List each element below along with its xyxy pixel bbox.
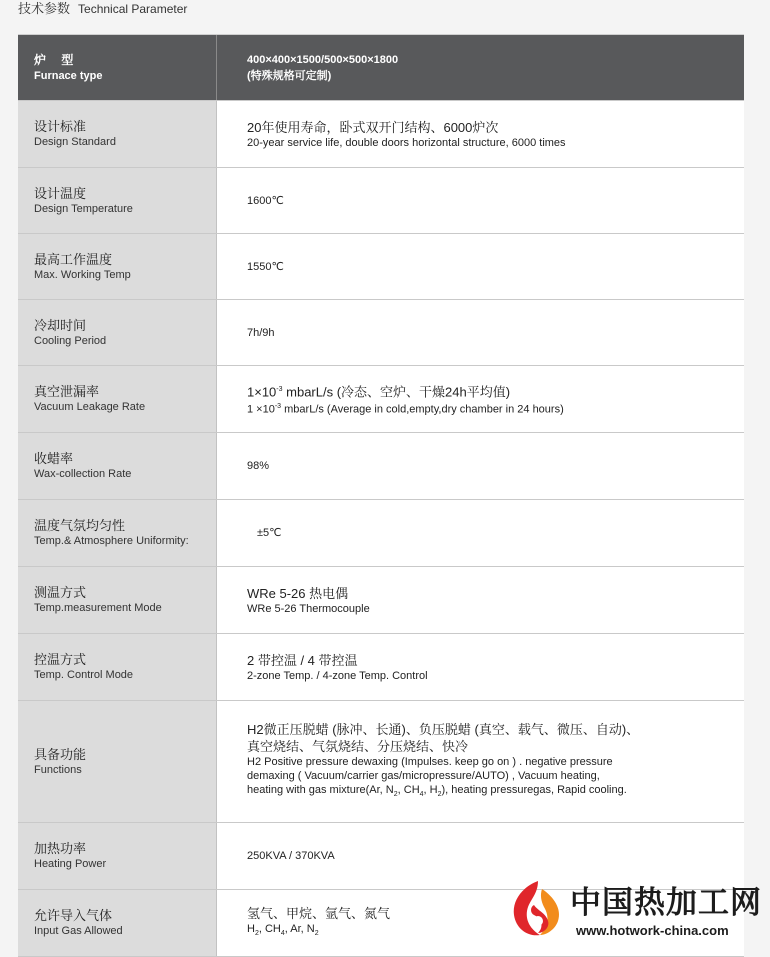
row-value-zh: 真空烧结、气氛烧结、分压烧结、快冷 xyxy=(247,738,469,754)
page-heading xyxy=(18,0,187,18)
value-part: , CH xyxy=(258,922,281,935)
row-label-zh: 设计标准 xyxy=(34,119,87,134)
furnace-size: 400×400×1500/500×500×1800 xyxy=(247,53,399,66)
row-value-en: H2 Positive pressure dewaxing (Impulses. keep go on ) . negative pressure xyxy=(247,755,613,768)
row-value: 98% xyxy=(247,460,270,472)
row-label-cell xyxy=(18,823,217,889)
heading-en: Technical Parameter xyxy=(78,2,188,16)
row-value-en: 2-zone Temp. / 4-zone Temp. Control xyxy=(247,669,428,682)
row-value: 1600℃ xyxy=(247,194,284,207)
value-exponent: -3 xyxy=(274,403,282,411)
value-part: , H xyxy=(423,783,438,796)
logo-url: www.hotwork-china.com xyxy=(576,923,729,938)
row-label-en: Functions xyxy=(34,763,82,776)
row-value-en: demaxing ( Vacuum/carrier gas/micropressure/AUTO) , Vacuum heating, xyxy=(247,769,600,782)
row-value-zh: H2微正压脱蜡 (脉冲、长通)、负压脱蜡 (真空、载气、微压、自动)、 xyxy=(247,721,640,737)
row-temp-control-mode xyxy=(18,634,744,701)
row-value: 1550℃ xyxy=(247,260,284,273)
watermark-logo xyxy=(508,875,770,955)
parameter-table xyxy=(18,34,744,957)
header-row xyxy=(18,35,744,101)
value-part: , CH xyxy=(397,783,420,796)
row-value-cell xyxy=(217,701,744,822)
row-value: 7h/9h xyxy=(247,326,275,339)
row-label-zh: 收蜡率 xyxy=(34,451,74,466)
row-value-zh: WRe 5-26 热电偶 xyxy=(247,585,349,601)
row-label-cell xyxy=(18,634,217,700)
value-subscript: 4 xyxy=(419,791,424,799)
row-value-en xyxy=(247,400,744,417)
value-subscript: 2 xyxy=(254,930,259,938)
row-label-zh: 允许导入气体 xyxy=(34,908,113,923)
row-temp-atmosphere-uniformity xyxy=(18,500,744,567)
value-subscript: 4 xyxy=(280,930,285,938)
row-value-zh xyxy=(247,381,744,400)
heading-zh: 技术参数 xyxy=(18,1,71,16)
row-label-en: Temp.measurement Mode xyxy=(34,602,162,614)
row-label-zh: 最高工作温度 xyxy=(34,251,113,267)
row-label-en: Max. Working Temp xyxy=(34,268,131,281)
value-part: heating with gas mixture(Ar, N xyxy=(247,783,394,796)
row-label-en: Wax-collection Rate xyxy=(34,468,132,480)
row-label-cell xyxy=(18,168,217,233)
value-subscript: 2 xyxy=(393,791,398,799)
row-label-cell xyxy=(18,500,217,566)
row-label-en: Cooling Period xyxy=(34,334,107,347)
row-label-en: Design Standard xyxy=(34,136,116,148)
header-label-cell xyxy=(18,35,217,100)
row-label-en: Design Temperature xyxy=(34,202,133,215)
row-label-zh: 测温方式 xyxy=(34,585,87,600)
row-label-zh: 真空泄漏率 xyxy=(34,384,100,399)
value-part: 1×10 xyxy=(247,384,277,400)
row-label-zh: 冷却时间 xyxy=(34,317,87,333)
row-design-temperature xyxy=(18,168,744,234)
row-value-cell xyxy=(217,433,744,499)
row-label-cell xyxy=(18,433,217,499)
row-label-zh: 温度气氛均匀性 xyxy=(34,518,126,533)
row-value-cell xyxy=(217,101,744,167)
row-label-zh: 设计温度 xyxy=(34,185,87,201)
value-part: mbarL/s (冷态、空炉、干燥24h平均值) xyxy=(282,384,511,400)
row-value-en xyxy=(247,783,744,802)
row-value-en: 20-year service life, double doors horizontal structure, 6000 times xyxy=(247,136,566,149)
row-label-en: Temp.& Atmosphere Uniformity: xyxy=(34,535,189,547)
value-part: 1 ×10 xyxy=(247,403,275,416)
row-cooling-period xyxy=(18,300,744,366)
row-label-cell xyxy=(18,701,217,822)
row-label-cell xyxy=(18,101,217,167)
row-temp-measurement-mode xyxy=(18,567,744,634)
row-max-working-temp xyxy=(18,234,744,300)
row-label-zh: 具备功能 xyxy=(34,746,87,762)
value-part: ), heating pressuregas, Rapid cooling. xyxy=(441,783,627,796)
furnace-size-note: (特殊规格可定制) xyxy=(247,69,332,82)
header-value-cell xyxy=(217,35,744,100)
value-subscript: 2 xyxy=(314,930,319,938)
row-label-zh: 加热功率 xyxy=(34,841,87,856)
furnace-type-label-en: Furnace type xyxy=(34,69,103,82)
row-value-cell xyxy=(217,634,744,700)
row-value-zh: 氢气、甲烷、氩气、氮气 xyxy=(247,905,391,921)
row-vacuum-leakage-rate xyxy=(18,366,744,433)
row-wax-collection-rate xyxy=(18,433,744,500)
row-label-en: Vacuum Leakage Rate xyxy=(34,401,146,413)
row-value-en: WRe 5-26 Thermocouple xyxy=(247,602,370,615)
value-part: H xyxy=(247,922,255,935)
logo-brand: 中国热加工网 xyxy=(570,885,762,921)
row-value-cell xyxy=(217,567,744,633)
row-label-cell xyxy=(18,366,217,432)
value-exponent: -3 xyxy=(276,386,283,393)
furnace-type-label-zh: 炉 型 xyxy=(34,52,80,67)
value-subscript: 2 xyxy=(437,791,442,799)
row-label-cell xyxy=(18,567,217,633)
row-value: 250KVA / 370KVA xyxy=(247,850,335,862)
row-value-cell xyxy=(217,234,744,299)
value-part: , Ar, N xyxy=(284,922,315,935)
row-value-cell xyxy=(217,366,744,432)
row-label-cell xyxy=(18,890,217,956)
row-value: ±5℃ xyxy=(257,527,282,539)
value-part: mbarL/s (Average in cold,empty,dry chamber in 24 hours) xyxy=(281,403,564,416)
row-label-en: Temp. Control Mode xyxy=(34,669,134,681)
row-value-cell xyxy=(217,300,744,365)
row-value-zh: 2 带控温 / 4 带控温 xyxy=(247,652,358,668)
row-value-cell xyxy=(217,500,744,566)
row-label-cell xyxy=(18,234,217,299)
row-label-zh: 控温方式 xyxy=(34,652,87,667)
row-label-en: Heating Power xyxy=(34,858,107,870)
row-design-standard xyxy=(18,101,744,168)
row-label-cell xyxy=(18,300,217,365)
flame-icon xyxy=(508,877,570,939)
row-value-zh: 20年使用寿命，卧式双开门结构、6000炉次 xyxy=(247,119,499,135)
row-label-en: Input Gas Allowed xyxy=(34,925,123,937)
row-functions xyxy=(18,701,744,823)
row-value-cell xyxy=(217,168,744,233)
